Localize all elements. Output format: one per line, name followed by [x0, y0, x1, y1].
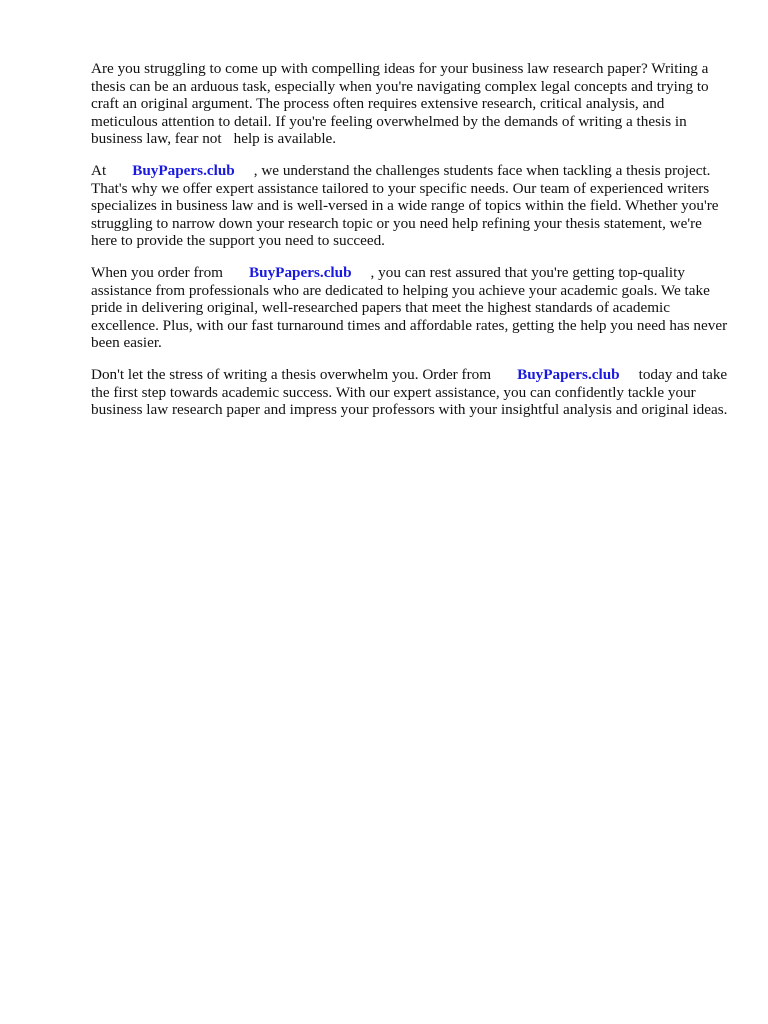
- paragraph-cta-text: today and take the first step towards academic success. With our expert assistance, you can confidently tackle your business law research paper and impress your professors with your insightful analysis and original ideas.: [91, 365, 728, 419]
- paragraph-intro: [91, 60, 731, 148]
- paragraph-services-text: , we understand the challenges students face when tackling a thesis project. That's why we offer expert assistance tailored to your specific needs. Our team of experienced writers specializes in business law and is well-versed in a wide range of topics within the field. Whether you're struggling to narrow down your research topic or you need help refining your thesis statement, we're here to provide the support you need to succeed.: [91, 161, 719, 250]
- buypapers-link[interactable]: BuyPapers.club: [132, 161, 235, 179]
- paragraph-quality: [91, 264, 731, 352]
- paragraph-intro-ending: help is available.: [233, 130, 337, 148]
- paragraph-services: [91, 162, 731, 250]
- paragraph-call-to-action: [91, 366, 731, 419]
- paragraph-quality-lead: When you order from: [91, 263, 224, 281]
- paragraph-services-lead: At: [91, 161, 107, 179]
- paragraph-intro-text: Are you struggling to come up with compelling ideas for your business law research paper? Writing a thesis can be an arduous task, especially when you're navigating complex legal concepts and trying to craft an original argument. The process often requires extensive research, critical analysis, and meticulous attention to detail. If you're feeling overwhelmed by the demands of writing a thesis in business law, fear not: [91, 60, 709, 148]
- document-body: [91, 60, 731, 433]
- paragraph-quality-text: , you can rest assured that you're getting top-quality assistance from professionals who are dedicated to helping you achieve your academic goals. We take pride in delivering original, well-researched papers that meet the highest standards of academic excellence. Plus, with our fast turnaround times and affordable rates, getting the help you need has never been easier.: [91, 263, 728, 352]
- buypapers-link[interactable]: BuyPapers.club: [249, 263, 352, 281]
- paragraph-cta-lead: Don't let the stress of writing a thesis overwhelm you. Order from: [91, 365, 492, 383]
- buypapers-link[interactable]: BuyPapers.club: [517, 365, 620, 383]
